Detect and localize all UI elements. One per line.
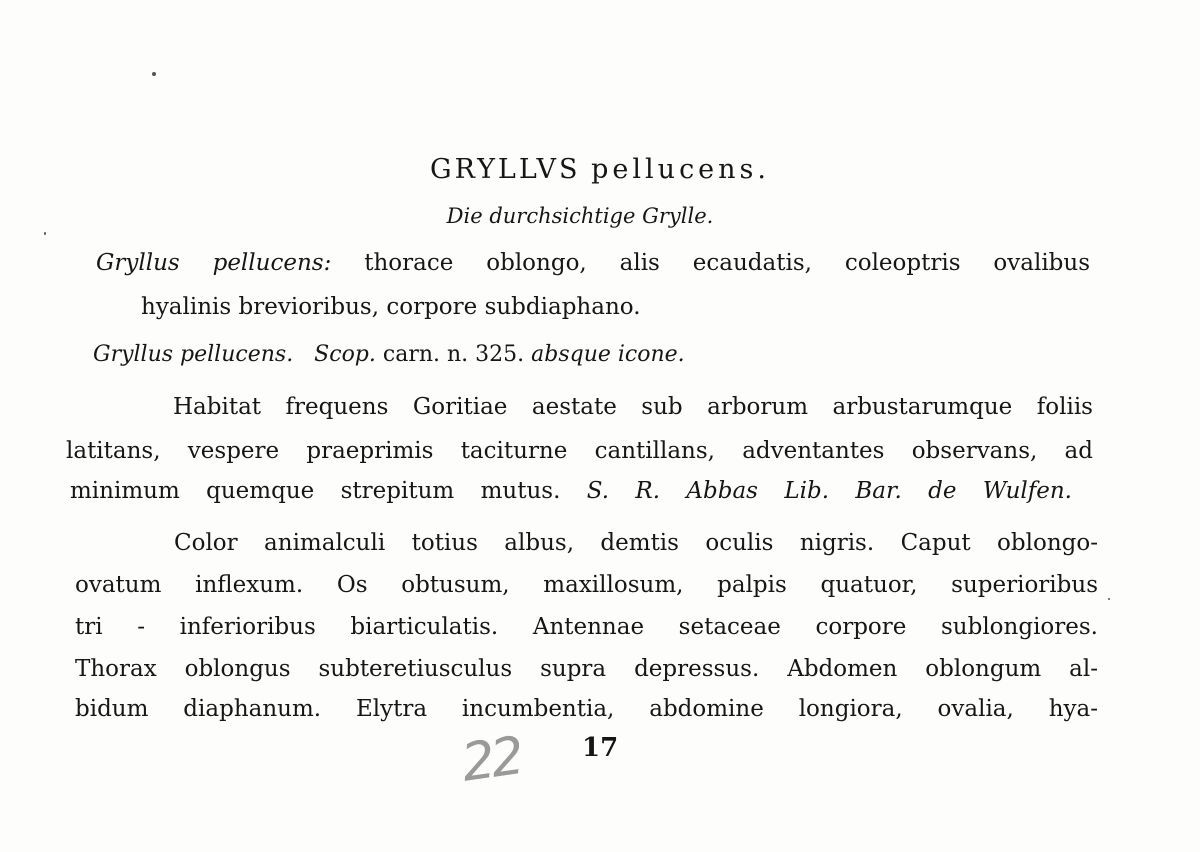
habitat-line-2: latitans, vespere praeprimis taciturne cantillans, adventantes observans, ad [66,438,1093,464]
habitat-text-3: minimum quemque strepitum mutus. [70,478,561,504]
description-line-5: bidum diaphanum. Elytra incumbentia, abdomine longiora, ovalia, hya- [75,696,1098,722]
diagnosis-line-1 [96,252,1090,275]
citation-ref: carn. n. 325. [382,342,525,367]
speck-mark [1108,598,1110,600]
citation-author: Scop. [314,342,376,367]
description-line-1: Color animalculi totius albus, demtis oculis nigris. Caput oblongo- [174,530,1098,556]
habitat-attribution: S. R. Abbas Lib. Bar. de Wulfen. [586,478,1072,504]
speck-mark [152,72,156,76]
diagnosis-name: Gryllus pellucens: [96,250,332,276]
pencil-annotation: 22 [458,726,525,794]
diagnosis-text-1: thorace oblongo, alis ecaudatis, coleoptris ovalibus [364,250,1091,276]
habitat-line-3 [70,480,1072,503]
page-title [0,156,1200,183]
title-species: pellucens. [591,154,770,185]
citation-note: absque icone. [531,342,685,367]
description-line-4: Thorax oblongus subteretiusculus supra depressus. Abdomen oblongum al- [75,656,1098,682]
description-line-2: ovatum inflexum. Os obtusum, maxillosum, palpis quatuor, superioribus [75,572,1098,598]
diagnosis-line-2: hyalinis brevioribus, corpore subdiaphano. [141,294,641,320]
page-number: 17 [582,733,619,763]
page-subtitle: Die durchsichtige Grylle. [446,204,714,228]
speck-mark [44,232,46,235]
citation-line [93,344,685,366]
habitat-line-1: Habitat frequens Goritiae aestate sub arborum arbustarumque foliis [173,394,1093,420]
title-genus: GRYLLVS [430,154,581,185]
description-line-3: tri - inferioribus biarticulatis. Antennae setaceae corpore sublongiores. [75,614,1098,640]
citation-name: Gryllus pellucens. [93,342,294,367]
